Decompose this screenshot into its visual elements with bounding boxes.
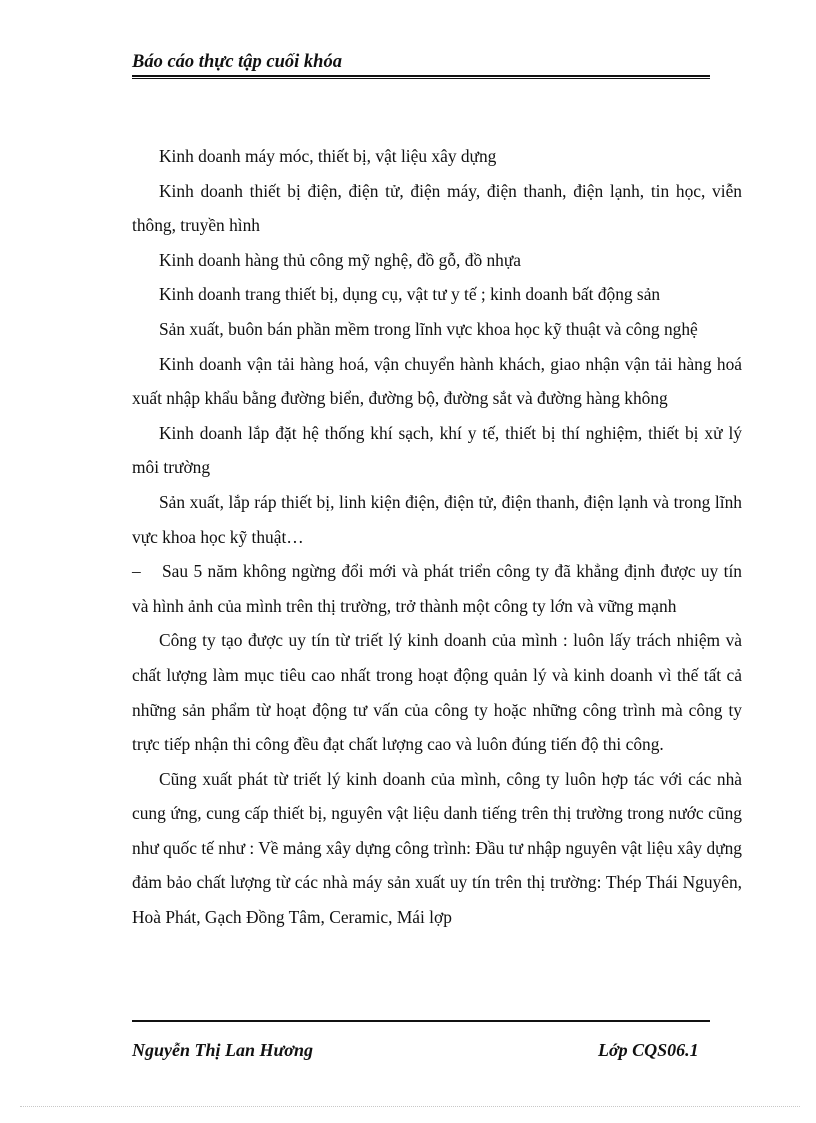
paragraph-8: Sản xuất, lắp ráp thiết bị, linh kiện điện, điện tử, điện thanh, điện lạnh và trong lĩnh vực khoa học kỹ thuật… bbox=[132, 491, 742, 547]
body-text bbox=[132, 139, 742, 935]
header-rule bbox=[132, 75, 710, 79]
paragraph-4: Kinh doanh trang thiết bị, dụng cụ, vật tư y tế ; kinh doanh bất động sản bbox=[159, 284, 661, 305]
paragraph-7: Kinh doanh lắp đặt hệ thống khí sạch, khí y tế, thiết bị thí nghiệm, thiết bị xử lý môi trường bbox=[132, 422, 742, 478]
paragraph-9-dash-item bbox=[132, 554, 742, 623]
header-title: Báo cáo thực tập cuối khóa bbox=[132, 52, 342, 72]
paragraph-2: Kinh doanh thiết bị điện, điện tử, điện máy, điện thanh, điện lạnh, tin học, viễn thông, truyền hình bbox=[132, 180, 742, 236]
dash-item-text: Sau 5 năm không ngừng đổi mới và phát triển công ty đã khẳng định được uy tín và hình ảnh của mình trên thị trường, trở thành một công ty lớn và vững mạnh bbox=[132, 561, 742, 616]
paragraph-11: Cũng xuất phát từ triết lý kinh doanh của mình, công ty luôn hợp tác với các nhà cung ứng, cung cấp thiết bị, nguyên vật liệu danh tiếng trên thị trường trong nước cũng như quốc tế như : Về mảng xây dựng công trình: Đầu tư nhập nguyên vật liệu xây dựng đảm bảo chất lượng từ các nhà máy sản xuất uy tín trên thị trường: Thép Thái Nguyên, Hoà Phát, Gạch Đồng Tâm, Ceramic, Mái lợp bbox=[132, 768, 742, 928]
footer-author: Nguyễn Thị Lan Hương bbox=[132, 1040, 313, 1060]
dash-bullet: – bbox=[132, 561, 141, 582]
paragraph-10: Công ty tạo được uy tín từ triết lý kinh doanh của mình : luôn lấy trách nhiệm và chất lượng làm mục tiêu cao nhất trong hoạt động quản lý và kinh doanh vì thế tất cả những sản phẩm từ hoạt động tư vấn của công ty hoặc những công trình mà công ty trực tiếp nhận thi công đều đạt chất lượng cao và luôn đúng tiến độ thi công. bbox=[132, 630, 742, 755]
paragraph-6: Kinh doanh vận tải hàng hoá, vận chuyển hành khách, giao nhận vận tải hàng hoá xuất nhập khẩu bằng đường biển, đường bộ, đường sắt và đường hàng không bbox=[132, 353, 742, 409]
paragraph-5: Sản xuất, buôn bán phần mềm trong lĩnh vực khoa học kỹ thuật và công nghệ bbox=[159, 318, 698, 339]
paragraph-3: Kinh doanh hàng thủ công mỹ nghệ, đồ gỗ, đồ nhựa bbox=[159, 249, 522, 270]
page-edge-divider bbox=[20, 1106, 800, 1107]
footer-rule bbox=[132, 1020, 710, 1022]
paragraph-1: Kinh doanh máy móc, thiết bị, vật liệu xây dựng bbox=[159, 146, 497, 166]
footer-class-label: Lớp CQS06.1 bbox=[598, 1040, 699, 1060]
